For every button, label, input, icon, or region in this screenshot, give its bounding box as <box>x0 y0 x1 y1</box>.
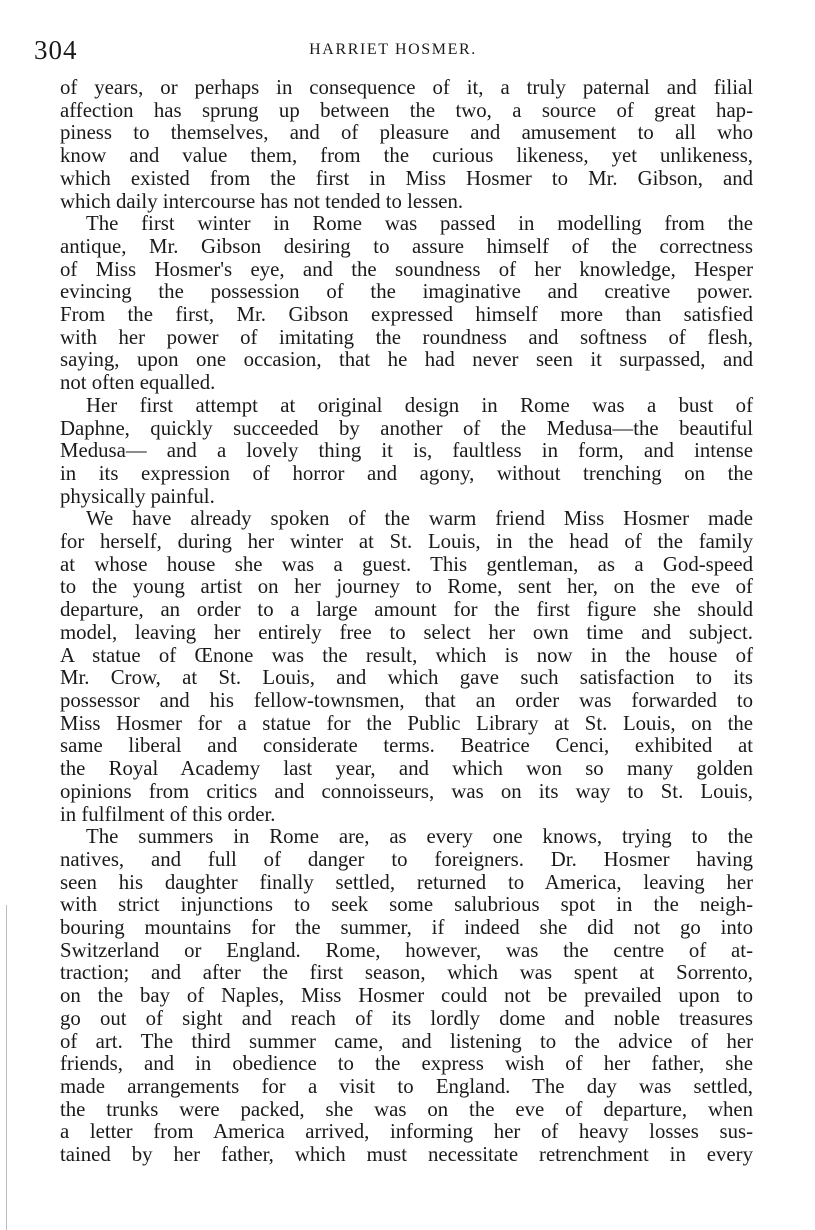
text-line: at whose house she was a guest. This gentleman, as a God-speed <box>60 552 753 576</box>
text-line: a letter from America arrived, informing her of heavy losses sus- <box>60 1120 753 1144</box>
text-line: seen his daughter finally settled, returned to America, leaving her <box>60 870 753 894</box>
text-line: traction; and after the first season, which was spent at Sorrento, <box>60 961 753 985</box>
text-line: piness to themselves, and of pleasure and amusement to all who <box>60 121 753 145</box>
text-line: which daily intercourse has not tended to lessen. <box>60 189 464 213</box>
text-line: Mr. Crow, at St. Louis, and which gave such satisfaction to its <box>60 666 753 690</box>
text-line: Her first attempt at original design in Rome was a bust of <box>86 393 753 417</box>
text-line: with her power of imitating the roundness and softness of flesh, <box>60 325 753 349</box>
text-line: The first winter in Rome was passed in modelling from the <box>86 212 753 236</box>
text-line: go out of sight and reach of its lordly dome and noble treasures <box>60 1006 753 1030</box>
text-line: in fulfilment of this order. <box>60 802 276 826</box>
text-line: friends, and in obedience to the express wish of her father, she <box>60 1052 753 1076</box>
text-line: The summers in Rome are, as every one knows, trying to the <box>86 825 753 849</box>
running-title: HARRIET HOSMER. <box>309 41 477 58</box>
text-line: affection has sprung up between the two, a source of great hap- <box>60 98 753 122</box>
text-line: Daphne, quickly succeeded by another of the Medusa—the beautiful <box>60 416 753 440</box>
text-line: the Royal Academy last year, and which won so many golden <box>60 757 753 781</box>
text-line: of years, or perhaps in consequence of it, a truly paternal and filial <box>60 76 753 99</box>
text-line: tained by her father, which must necessitate retrenchment in every <box>60 1143 753 1167</box>
text-line: bouring mountains for the summer, if indeed she did not go into <box>60 916 753 940</box>
text-line: physically painful. <box>60 484 215 508</box>
page-edge-rule <box>6 905 7 1230</box>
text-line: From the first, Mr. Gibson expressed himself more than satisfied <box>60 303 753 327</box>
text-line: of art. The third summer came, and listening to the advice of her <box>60 1029 753 1053</box>
text-line: which existed from the first in Miss Hosmer to Mr. Gibson, and <box>60 166 753 190</box>
text-line: for herself, during her winter at St. Louis, in the head of the family <box>60 530 753 554</box>
text-line: antique, Mr. Gibson desiring to assure himself of the correctness <box>60 234 753 258</box>
page-header <box>34 34 752 66</box>
text-line: model, leaving her entirely free to select her own time and subject. <box>60 620 753 644</box>
text-line: We have already spoken of the warm friend Miss Hosmer made <box>86 507 753 531</box>
text-line: not often equalled. <box>60 371 216 395</box>
text-line: Miss Hosmer for a statue for the Public Library at St. Louis, on the <box>60 711 753 735</box>
text-line: evincing the possession of the imaginative and creative power. <box>60 280 753 304</box>
text-line: possessor and his fellow-townsmen, that an order was forwarded to <box>60 688 753 712</box>
text-line: know and value them, from the curious likeness, yet unlikeness, <box>60 144 753 168</box>
text-line: to the young artist on her journey to Rome, sent her, on the eve of <box>60 575 753 599</box>
text-line: natives, and full of danger to foreigners. Dr. Hosmer having <box>60 847 753 871</box>
text-line: the trunks were packed, she was on the eve of departure, when <box>60 1097 753 1121</box>
text-line: of Miss Hosmer's eye, and the soundness of her knowledge, Hesper <box>60 257 753 281</box>
text-line: made arrangements for a visit to England. The day was settled, <box>60 1074 753 1098</box>
text-line: opinions from critics and connoisseurs, was on its way to St. Louis, <box>60 779 753 803</box>
text-line: A statue of Œnone was the result, which is now in the house of <box>60 643 753 667</box>
text-line: departure, an order to a large amount for the first figure she should <box>60 598 753 622</box>
text-line: on the bay of Naples, Miss Hosmer could not be prevailed upon to <box>60 984 753 1008</box>
page-number: 304 <box>34 35 78 65</box>
text-line: in its expression of horror and agony, without trenching on the <box>60 461 753 485</box>
text-line: Switzerland or England. Rome, however, was the centre of at- <box>60 938 753 962</box>
text-line: same liberal and considerate terms. Beatrice Cenci, exhibited at <box>60 734 753 758</box>
text-line: with strict injunctions to seek some salubrious spot in the neigh- <box>60 893 753 917</box>
text-line: Medusa— and a lovely thing it is, faultless in form, and intense <box>60 439 753 463</box>
body-text <box>60 77 753 1167</box>
text-line: saying, upon one occasion, that he had never seen it surpassed, and <box>60 348 753 372</box>
